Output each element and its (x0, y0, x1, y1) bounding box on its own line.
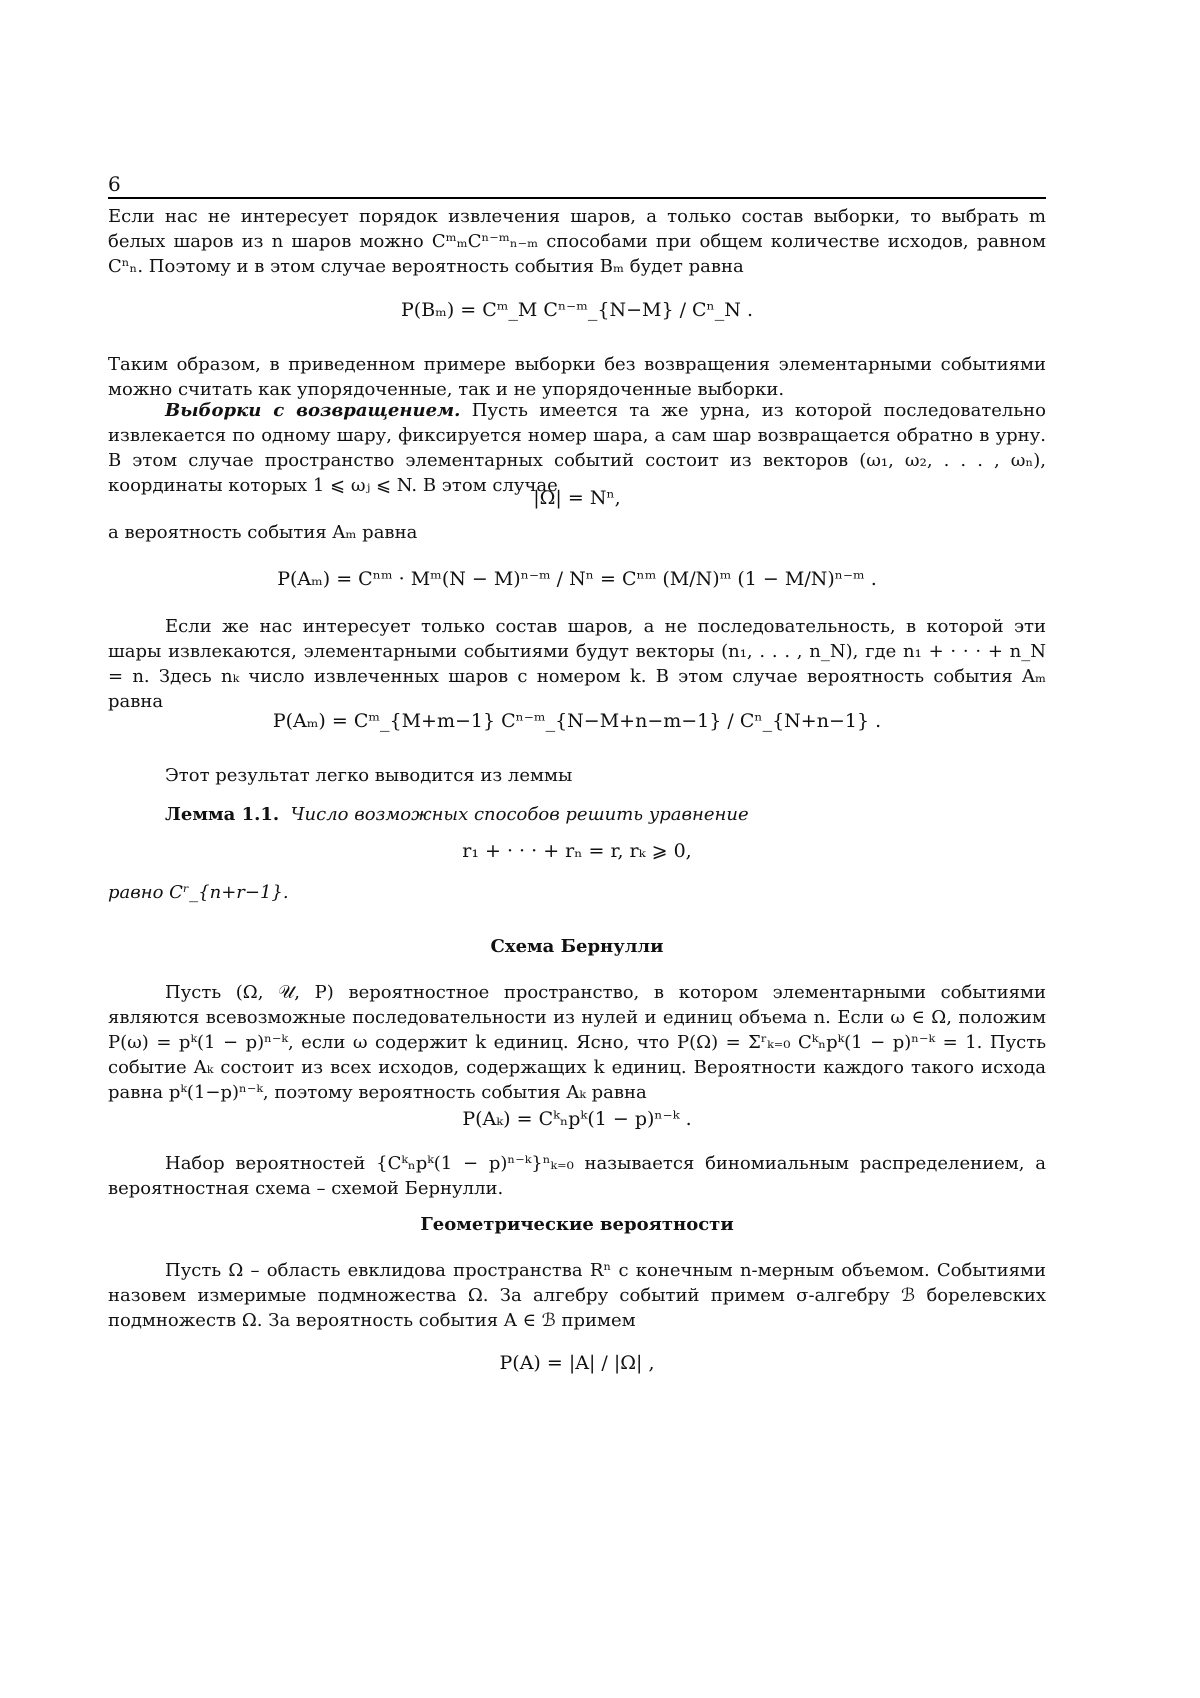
lemma-result: равно Cʳ_{n+r−1}. (108, 882, 289, 903)
formula-lemma-equation: r₁ + · · · + rₙ = r, rₖ ⩾ 0, (462, 840, 692, 862)
paragraph-conclusion: Таким образом, в приведенном примере выборки без возвращения элементарными событиями можно считать как упорядоченные, так и не упорядоченные выборки. (108, 354, 1046, 400)
paragraph-composition: Если же нас интересует только состав шаров, а не последовательность, в которой эти шары извлекаются, элементарными событиями будут векторы (n₁, . . . , n_N), где n₁ + · · · + n_N = n. Здесь nₖ число извлеченных шаров с номером k. В этом случае вероятность события Aₘ равна (108, 616, 1047, 712)
lemma-text: Число возможных способов решить уравнение (290, 804, 749, 825)
page-number: 6 (108, 172, 121, 196)
formula-p-am-unordered: P(Aₘ) = Cᵐ_{M+m−1} Cⁿ⁻ᵐ_{N−M+n−m−1} / Cⁿ_{N+n−1} . (272, 710, 882, 732)
paragraph-bernoulli: Пусть (Ω, 𝒰, P) вероятностное пространство, в котором элементарными событиями являются всевозможные последовательности из нулей и единиц объема n. Если ω ∈ Ω, положим P(ω) = pᵏ(1 − p)ⁿ⁻ᵏ, если ω содержит k единиц. Ясно, что P(Ω) = Σʳₖ₌₀ Cᵏₙpᵏ(1 − p)ⁿ⁻ᵏ = 1. Пусть событие Aₖ состоит из всех исходов, содержащих k единиц. Вероятности каждого такого исхода равна pᵏ(1−p)ⁿ⁻ᵏ, поэтому вероятность события Aₖ равна (108, 982, 1046, 1103)
paragraph-prob-am: а вероятность события Aₘ равна (108, 522, 418, 543)
paragraph-body: Пусть имеется та же урна, из которой последовательно извлекается по одному шару, фиксируется номер шара, а сам шар возвращается обратно в урну. В этом случае пространство элементарных событий состоит из векторов (ω₁, ω₂, . . . , ωₙ), координаты которых 1 ⩽ ωⱼ ⩽ N. В этом случае (108, 400, 1046, 496)
formula-p-ak: P(Aₖ) = Cᵏₙpᵏ(1 − p)ⁿ⁻ᵏ . (462, 1108, 692, 1130)
section-heading-geometric: Геометрические вероятности (420, 1214, 734, 1235)
header-rule (108, 197, 1046, 199)
formula-p-bm: P(Bₘ) = Cᵐ_M Cⁿ⁻ᵐ_{N−M} / Cⁿ_N . (401, 299, 753, 321)
formula-p-am-ordered: P(Aₘ) = Cⁿᵐ · Mᵐ(N − M)ⁿ⁻ᵐ / Nⁿ = Cⁿᵐ (M/N)ᵐ (1 − M/N)ⁿ⁻ᵐ . (277, 568, 877, 590)
lemma-statement (108, 802, 1046, 827)
section-heading-bernoulli: Схема Бернулли (490, 936, 664, 957)
paragraph-geometric: Пусть Ω – область евклидова пространства Rⁿ с конечным n-мерным объемом. Событиями назовем измеримые подмножества Ω. За алгебру событий примем σ-алгебру ℬ борелевских подмножеств Ω. За вероятность события A ∈ ℬ примем (108, 1260, 1046, 1331)
lemma-title: Лемма 1.1. (165, 804, 280, 825)
formula-p-a-geometric: P(A) = |A| / |Ω| , (499, 1352, 655, 1374)
paragraph-binomial: Набор вероятностей {Cᵏₙpᵏ(1 − p)ⁿ⁻ᵏ}ⁿₖ₌₀ называется биномиальным распределением, а вероятностная схема – схемой Бернулли. (108, 1153, 1046, 1199)
paragraph-with-replacement (108, 398, 1046, 498)
formula-omega-size: |Ω| = Nⁿ, (533, 487, 621, 509)
paragraph-lead: Выборки с возвращением. (165, 400, 461, 421)
paragraph-unordered-sampling: Если нас не интересует порядок извлечения шаров, а только состав выборки, то выбрать m белых шаров из n шаров можно CᵐₘCⁿ⁻ᵐₙ₋ₘ способами при общем количестве исходов, равном Cⁿₙ. Поэтому и в этом случае вероятность события Bₘ будет равна (108, 206, 1046, 277)
paragraph-lemma-intro: Этот результат легко выводится из леммы (165, 765, 573, 786)
